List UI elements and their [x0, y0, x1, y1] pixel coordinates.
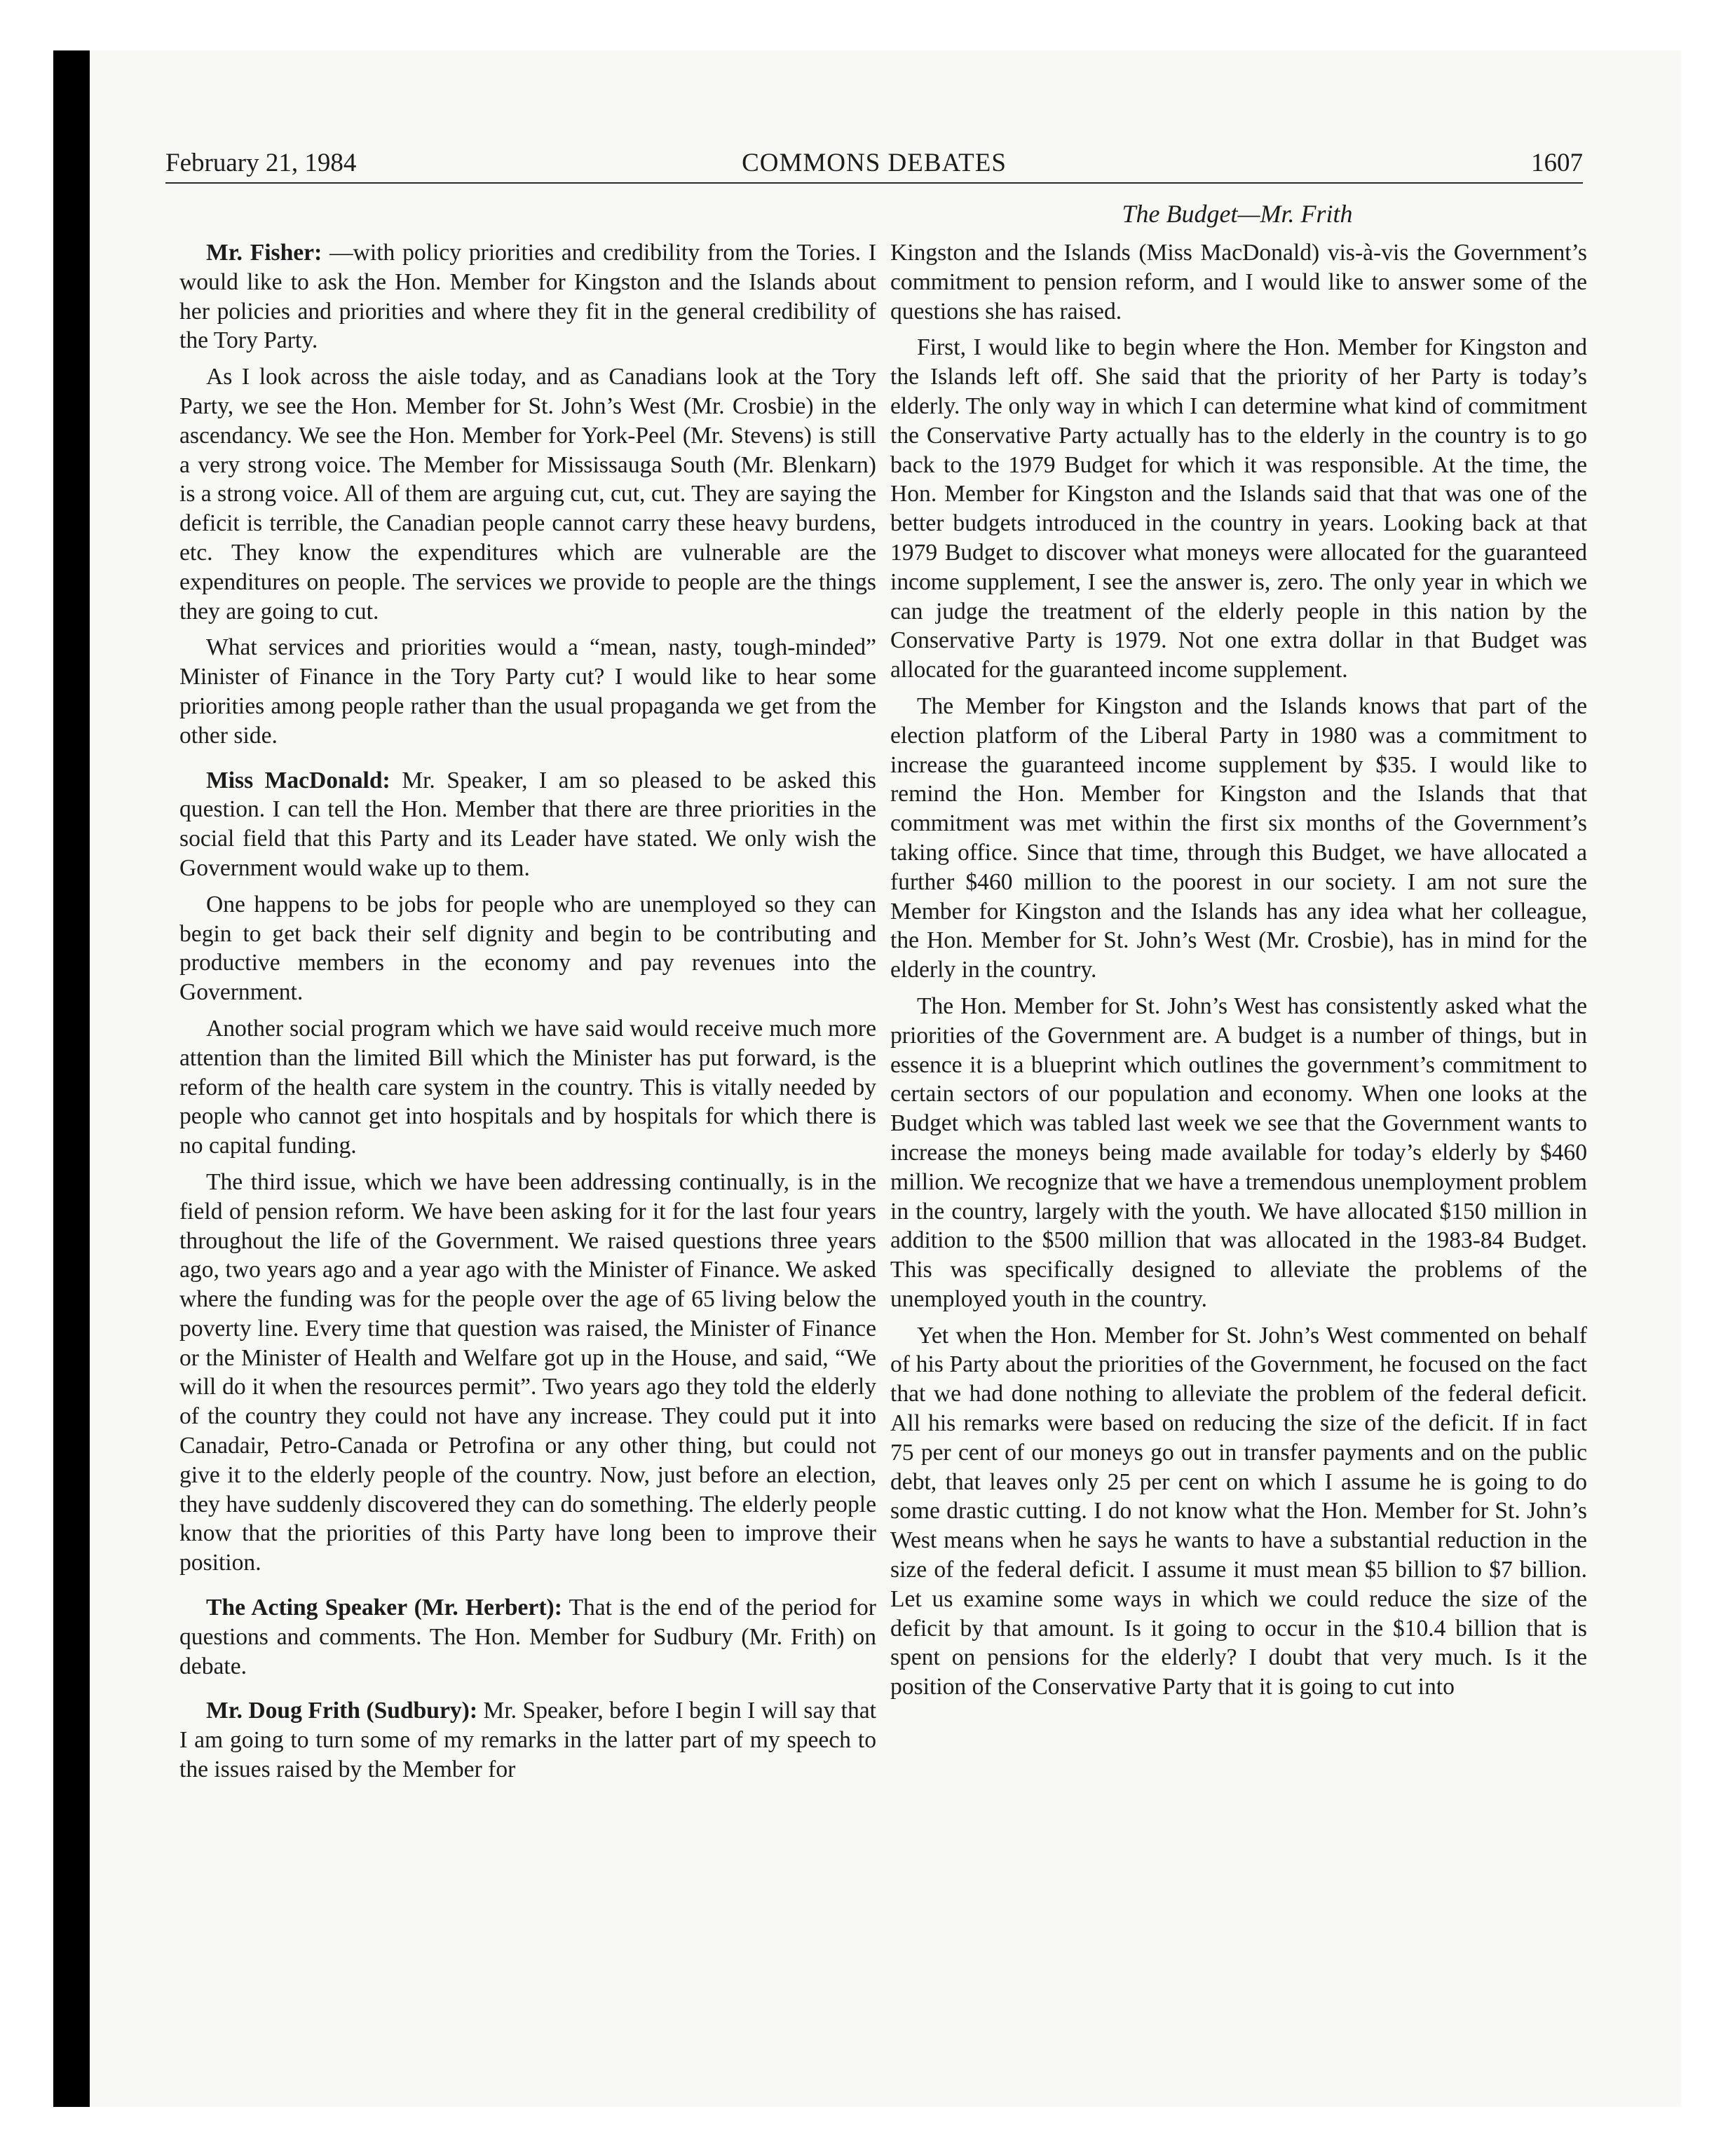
speaker-name: The Acting Speaker (Mr. Herbert): — [206, 1595, 562, 1621]
paragraph-text: First, I would like to begin where the Hon. Member for Kingston and the Islands left off. She said that the priority of her Party is today’s elderly. The only way in which I can determine what kind of commitment the Conservative Party actually has to the elderly in the country is to go back to the 1979 Budget for which it was responsible. At the time, the Hon. Member for Kingston and the Islands said that that was one of the better budgets introduced in the country in years. Looking back at that 1979 Budget to discover what moneys were allocated for the guaranteed income supplement, I see the answer is, zero. The only year in which we can judge the treatment of the elderly people in this nation by the Conservative Party is 1979. Not one extra dollar in that Budget was allocated for the guaranteed income supplement. — [890, 334, 1587, 683]
paragraph — [890, 238, 1587, 326]
paragraph-text: The third issue, which we have been addressing continually, is in the field of pension reform. We have been asking for it for the last four years throughout the life of the Government. We raised questions three years ago, two years ago and a year ago with the Minister of Finance. We asked where the funding was for the people over the age of 65 living below the poverty line. Every time that question was raised, the Minister of Finance or the Minister of Health and Welfare got up in the House, and said, “We will do it when the resources permit”. Two years ago they told the elderly of the country they could not have any increase. They could put it into Canadair, Petro-Canada or Petrofina or any other thing, but could not give it to the elderly people of the country. Now, just before an election, they have suddenly discovered they can do something. The elderly people know that the priorities of this Party have long been to improve their position. — [179, 1168, 876, 1576]
paragraph — [890, 992, 1587, 1314]
speaker-name: Miss MacDonald: — [206, 767, 390, 793]
paragraph-text: One happens to be jobs for people who are unemployed so they can begin to get back their self dignity and begin to be contributing and productive members in the economy and pay revenues into the Government. — [179, 891, 876, 1006]
paragraph — [179, 362, 876, 626]
paragraph — [179, 1696, 876, 1784]
header-publication: COMMONS DEBATES — [742, 149, 1007, 177]
paragraph-text: What services and priorities would a “mean, nasty, tough-minded” Minister of Finance in the Tory Party cut? I would like to hear some priorities among people rather than the usual propaganda we get from the other side. — [179, 634, 876, 749]
paragraph — [179, 1014, 876, 1161]
paragraph — [890, 1321, 1587, 1702]
right-column — [890, 238, 1587, 1709]
paragraph-text: As I look across the aisle today, and as Canadians look at the Tory Party, we see the Hon. Member for St. John’s West (Mr. Crosbie) in the ascendancy. We see the Hon. Member for York-Peel (Mr. Stevens) is still a very strong voice. The Member for Mississauga South (Mr. Blenkarn) is a strong voice. All of them are arguing cut, cut, cut. They are saying the deficit is terrible, the Canadian people cannot carry these heavy burdens, etc. They know the expenditures which are vulnerable are the expenditures on people. The services we provide to people are the things they are going to cut. — [179, 364, 876, 625]
running-header — [165, 143, 1583, 184]
paragraph — [179, 238, 876, 355]
paragraph-text: That is the end of the period for questions and comments. The Hon. Member for Sudbury (Mr. Frith) on debate. — [179, 1595, 876, 1679]
paragraph-text: The Member for Kingston and the Islands knows that part of the election platform of the Liberal Party in 1980 was a commitment to increase the guaranteed income supplement by $35. I would like to remind the Hon. Member for Kingston and the Islands that that commitment was met within the first six months of the Government’s taking office. Since that time, through this Budget, we have allocated a further $460 million to the poorest in our society. I am not sure the Member for Kingston and the Islands has any idea what her colleague, the Hon. Member for St. John’s West (Mr. Crosbie), has in mind for the elderly in the country. — [890, 692, 1587, 983]
paragraph-text: Mr. Speaker, before I begin I will say that I am going to turn some of my remarks in the latter part of my speech to the issues raised by the Member for — [179, 1698, 876, 1783]
paragraph — [890, 692, 1587, 985]
section-heading: The Budget—Mr. Frith — [1122, 200, 1353, 228]
paragraph-text: Mr. Speaker, I am so pleased to be asked this question. I can tell the Hon. Member that there are three priorities in the social field that this Party and its Leader have stated. We only wish the Government would wake up to them. — [179, 767, 876, 881]
paragraph — [179, 766, 876, 883]
paragraph-text: Another social program which we have said would receive much more attention than the limited Bill which the Minister has put forward, is the reform of the health care system in the country. This is vitally needed by people who cannot get into hospitals and by hospitals for which there is no capital funding. — [179, 1015, 876, 1159]
paragraph — [179, 1593, 876, 1681]
paragraph-text: The Hon. Member for St. John’s West has consistently asked what the priorities of the Government are. A budget is a number of things, but in essence it is a blueprint which outlines the government’s commitment to certain sectors of our population and economy. When one looks at the Budget which was tabled last week we see that the Government wants to increase the moneys being made available for today’s elderly by $460 million. We recognize that we have a tremendous unemployment problem in the country, largely with the youth. We have allocated $150 million in addition to the $500 million that was allocated in the 1983-84 Budget. This was specifically designed to alleviate the problems of the unemployed youth in the country. — [890, 992, 1587, 1312]
header-page-number: 1607 — [1531, 149, 1583, 177]
paragraph-text: —with policy priorities and credibility from the Tories. I would like to ask the Hon. Member for Kingston and the Islands about her policies and priorities and where they fit in the general credibility of the Tory Party. — [179, 240, 877, 354]
speaker-name: Mr. Fisher: — [206, 240, 322, 266]
speaker-name: Mr. Doug Frith (Sudbury): — [206, 1698, 478, 1724]
paragraph — [179, 633, 876, 750]
binding-edge — [53, 50, 90, 2107]
paragraph — [890, 333, 1587, 685]
paragraph-text: Kingston and the Islands (Miss MacDonald) vis-à-vis the Government’s commitment to pension reform, and I would like to answer some of the questions she has raised. — [890, 240, 1587, 325]
paragraph — [179, 890, 876, 1007]
left-column — [179, 238, 876, 1792]
paragraph — [179, 1168, 876, 1578]
header-date: February 21, 1984 — [165, 149, 357, 177]
paragraph-text: Yet when the Hon. Member for St. John’s West commented on behalf of his Party about the priorities of the Government, he focused on the fact that we had done nothing to alleviate the problem of the federal deficit. All his remarks were based on reducing the size of the deficit. If in fact 75 per cent of our moneys go out in transfer payments and on the public debt, that leaves only 25 per cent on which I assume he is going to do some drastic cutting. I do not know what the Hon. Member for St. John’s West means when he says he wants to have a substantial reduction in the size of the federal deficit. I assume it must mean $5 billion to $7 billion. Let us examine some ways in which we could reduce the size of the deficit by that amount. Is it going to occur in the $10.4 billion that is spent on pensions for the elderly? I doubt that very much. Is it the position of the Conservative Party that it is going to cut into — [890, 1322, 1587, 1700]
